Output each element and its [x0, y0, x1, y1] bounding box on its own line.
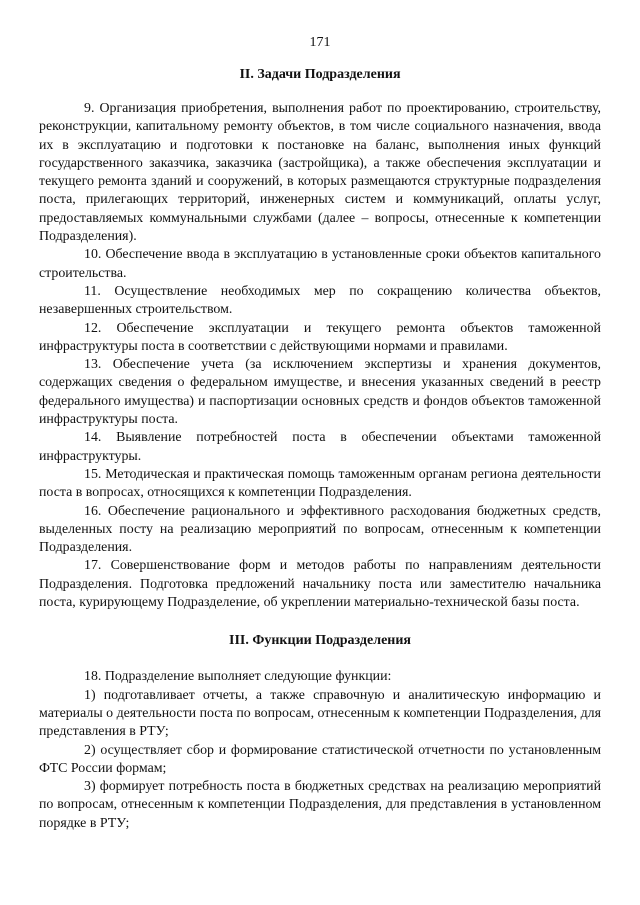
- section-title-functions: III. Функции Подразделения: [229, 633, 411, 649]
- paragraph-18: 18. Подразделение выполняет следующие функции:: [84, 669, 392, 685]
- paragraph-14: 14. Выявление потребностей поста в обеспечении объектами таможенной инфраструктуры.: [39, 430, 601, 464]
- list-item-2: 2) осуществляет сбор и формирование статистической отчетности по установленным ФТС России формам;: [39, 742, 601, 776]
- section-title-tasks: II. Задачи Подразделения: [239, 67, 401, 82]
- paragraph-12: 12. Обеспечение эксплуатации и текущего ремонта объектов таможенной инфраструктуры поста в соответствии с действующими нормами и правилами.: [39, 320, 601, 354]
- paragraph-13: 13. Обеспечение учета (за исключением экспертизы и хранения документов, содержащих сведения о федеральном имуществе, и внесения указанных сведений в реестр федерального имущества) и паспортизации основных средств и фондов объектов таможенной инфраструктуры поста.: [39, 357, 601, 428]
- list-item-1: 1) подготавливает отчеты, а также справочную и аналитическую информацию и материалы о деятельности поста по вопросам, отнесенным к компетенции Подразделения, для представления в РТУ;: [39, 687, 601, 740]
- list-item-3: 3) формирует потребность поста в бюджетных средствах на реализацию мероприятий по вопросам, отнесенным к компетенции Подразделения, для представления в установленном порядке в РТУ;: [39, 779, 601, 831]
- paragraph-15: 15. Методическая и практическая помощь таможенным органам региона деятельности поста в вопросах, относящихся к компетенции Подразделения.: [39, 466, 601, 501]
- paragraph-10: 10. Обеспечение ввода в эксплуатацию в установленные сроки объектов капитального строительства.: [39, 247, 601, 281]
- paragraph-17: 17. Совершенствование форм и методов работы по направлениям деятельности Подразделения. Подготовка предложений начальнику поста или заместителю начальника поста, курирующему Подразделение, об укреплении материально-технической базы поста.: [39, 558, 601, 611]
- section-functions-body: [39, 668, 601, 833]
- section-tasks-body: [39, 100, 601, 612]
- paragraph-9: 9. Организация приобретения, выполнения работ по проектированию, строительству, реконструкции, капитальному ремонту объектов, в том числе социального назначения, ввода их в эксплуатацию и подготовки к постановке на баланс, выполнения иных функций государственного заказчика, заказчика (застройщика), а также обеспечения эксплуатации и текущего ремонта зданий и сооружений, в которых размещаются структурные подразделения поста, прилегающих территорий, инженерных систем и коммуникаций, оплаты услуг, предоставляемых коммунальными службами (далее – вопросы, отнесенные к компетенции Подразделения).: [39, 101, 601, 245]
- page-number: 171: [309, 35, 331, 50]
- paragraph-11: 11. Осуществление необходимых мер по сокращению количества объектов, незавершенных строительством.: [39, 283, 601, 318]
- paragraph-16: 16. Обеспечение рационального и эффективного расходования бюджетных средств, выделенных посту на реализацию мероприятий по вопросам, отнесенным к компетенции Подразделения.: [39, 503, 601, 556]
